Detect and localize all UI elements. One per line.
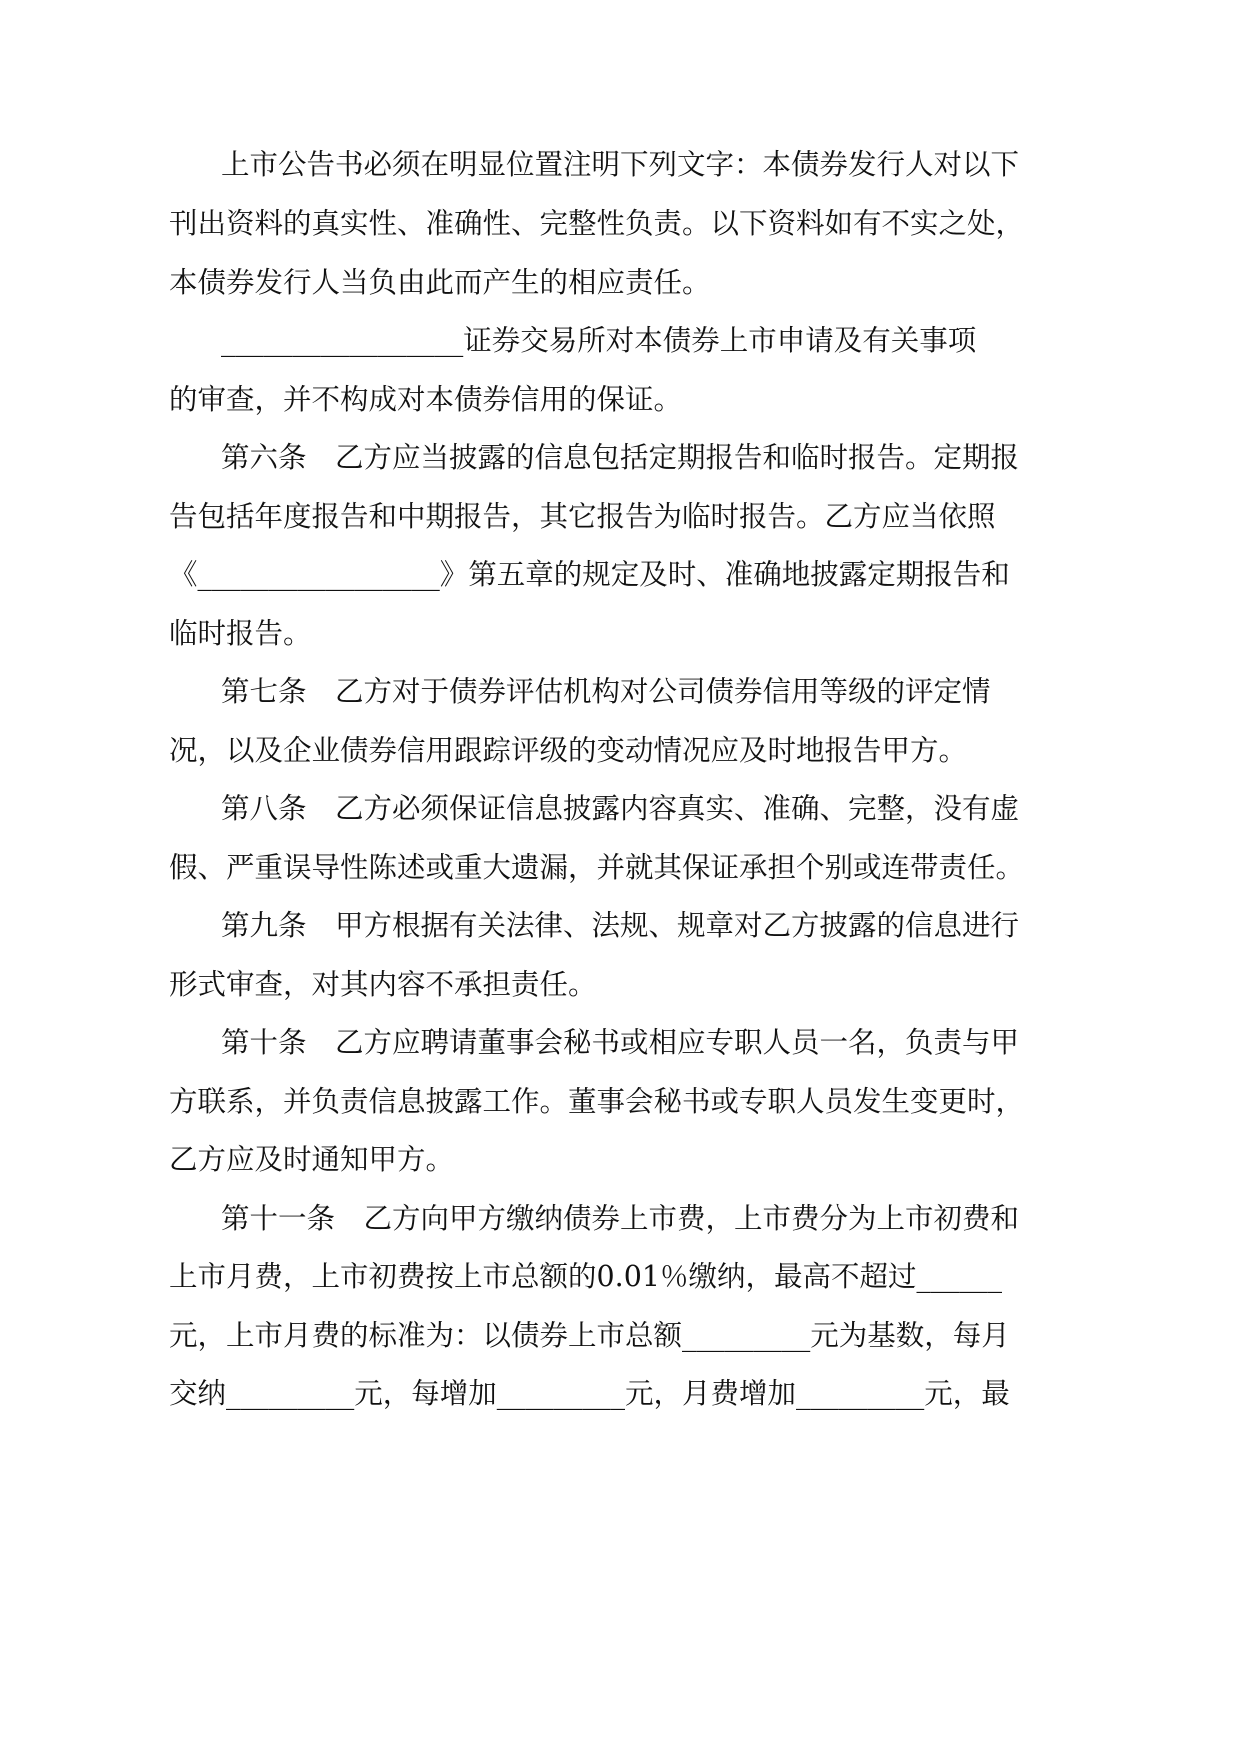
paragraph-line: 方联系，并负责信息披露工作。董事会秘书或专职人员发生变更时， bbox=[169, 1085, 1025, 1118]
paragraph-line: 形式审查，对其内容不承担责任。 bbox=[169, 968, 597, 1001]
paragraph-line: 交纳_________元，每增加_________元，月费增加_________元，最 bbox=[169, 1377, 1010, 1410]
paragraph-line: 乙方应及时通知甲方。 bbox=[169, 1143, 455, 1176]
paragraph-line: 临时报告。 bbox=[169, 617, 312, 650]
article-9-line: 第九条 甲方根据有关法律、法规、规章对乙方披露的信息进行 bbox=[221, 909, 1020, 942]
paragraph-line: 元，上市月费的标准为：以债券上市总额_________元为基数，每月 bbox=[169, 1319, 1010, 1352]
paragraph-line: 的审查，并不构成对本债券信用的保证。 bbox=[169, 383, 683, 416]
paragraph-line: 《_________________》第五章的规定及时、准确地披露定期报告和 bbox=[169, 558, 1010, 591]
paragraph-line: 本债券发行人当负由此而产生的相应责任。 bbox=[169, 266, 711, 299]
paragraph-line: 告包括年度报告和中期报告，其它报告为临时报告。乙方应当依照 bbox=[169, 500, 996, 533]
paragraph-line: 假、严重误导性陈述或重大遗漏，并就其保证承担个别或连带责任。 bbox=[169, 851, 1025, 884]
paragraph-line: 况，以及企业债券信用跟踪评级的变动情况应及时地报告甲方。 bbox=[169, 734, 968, 767]
paragraph-line: 上市公告书必须在明显位置注明下列文字：本债券发行人对以下 bbox=[221, 148, 1020, 181]
article-10-line: 第十条 乙方应聘请董事会秘书或相应专职人员一名，负责与甲 bbox=[221, 1026, 1020, 1059]
paragraph-line: 刊出资料的真实性、准确性、完整性负责。以下资料如有不实之处， bbox=[169, 207, 1025, 240]
article-8-line: 第八条 乙方必须保证信息披露内容真实、准确、完整，没有虚 bbox=[221, 792, 1020, 825]
paragraph-line: 上市月费，上市初费按上市总额的0.01％缴纳，最高不超过______ bbox=[169, 1260, 1002, 1293]
article-11-line: 第十一条 乙方向甲方缴纳债券上市费，上市费分为上市初费和 bbox=[221, 1202, 1020, 1235]
article-7-line: 第七条 乙方对于债券评估机构对公司债券信用等级的评定情 bbox=[221, 675, 991, 708]
article-6-line: 第六条 乙方应当披露的信息包括定期报告和临时报告。定期报 bbox=[221, 441, 1020, 474]
paragraph-line: _________________证券交易所对本债券上市申请及有关事项 bbox=[221, 324, 977, 357]
